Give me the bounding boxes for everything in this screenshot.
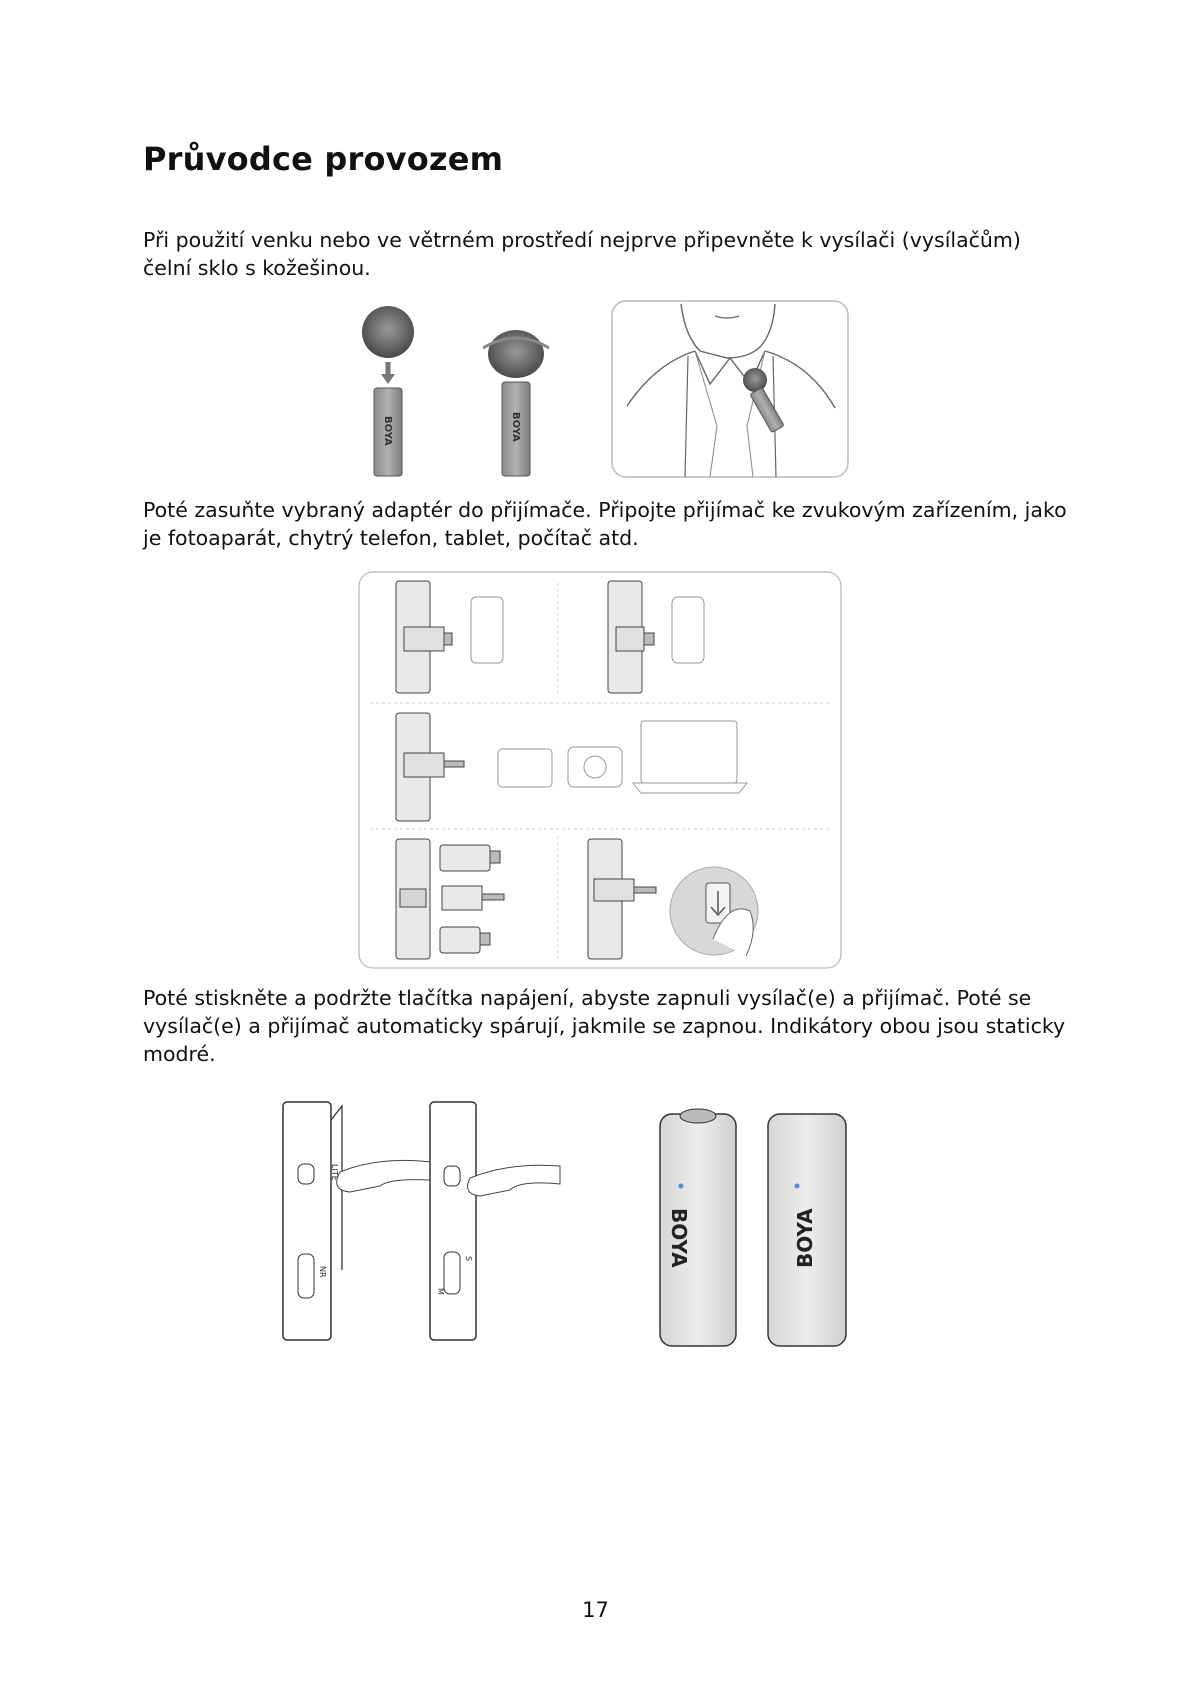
power-button-icon [298,1164,314,1184]
svg-text:S: S [464,1256,473,1262]
laptop-icon [641,721,737,783]
fur-windscreen-icon [362,306,414,358]
brand-label: BOYA [510,412,521,442]
tablet-icon [498,749,552,787]
adapter-connection-illustration [358,571,842,969]
transmitter-side-view [283,1102,430,1340]
windscreen-step-twist [483,330,549,476]
brand-label: BOYA [667,1208,691,1268]
receiver-side-view [430,1102,560,1340]
arrow-down-icon [381,374,395,384]
status-led-icon [795,1184,800,1189]
windscreen-illustration [355,296,855,482]
svg-text:M: M [436,1288,445,1295]
power-button-icon [444,1166,460,1186]
paragraph-windscreen: Při použití venku nebo ve větrném prostředí nejprve připevněte k vysílači (vysílačům) čelní sklo s kožešinou. [143,228,1021,280]
paragraph-power-on: Poté stiskněte a podržte tlačítka napájení, abyste zapnuli vysílač(e) a přijímač. Poté se vysílač(e) a přijímač automaticky spárují, jakmile se zapnou. Indikátory obou jsou staticky modré. [143,986,1066,1066]
iphone-icon [672,597,704,663]
smartphone-icon [471,597,503,663]
page-title: Průvodce provozem [143,140,504,178]
paragraph-adapter: Poté zasuňte vybraný adaptér do přijímače. Připojte přijímač ke zvukovým zařízením, jako je fotoaparát, chytrý telefon, tablet, počítač atd. [143,498,1067,550]
volume-button-icon [298,1254,314,1298]
svg-text:NR: NR [318,1266,327,1278]
windscreen-step-attach [362,306,414,476]
brand-label: BOYA [382,416,393,446]
receiver-adapter-storage [396,839,504,959]
svg-text:LITE: LITE [330,1164,339,1181]
page-number: 17 [582,1598,609,1622]
status-led-icon [679,1184,684,1189]
brand-label: BOYA [793,1208,817,1268]
transmitter-front-view [768,1114,846,1346]
receiver-front-view [660,1109,736,1346]
mode-switch-icon [444,1252,460,1294]
camera-icon [568,747,622,787]
power-on-illustration [280,1100,930,1360]
windscreen-step-wearing [612,301,848,477]
